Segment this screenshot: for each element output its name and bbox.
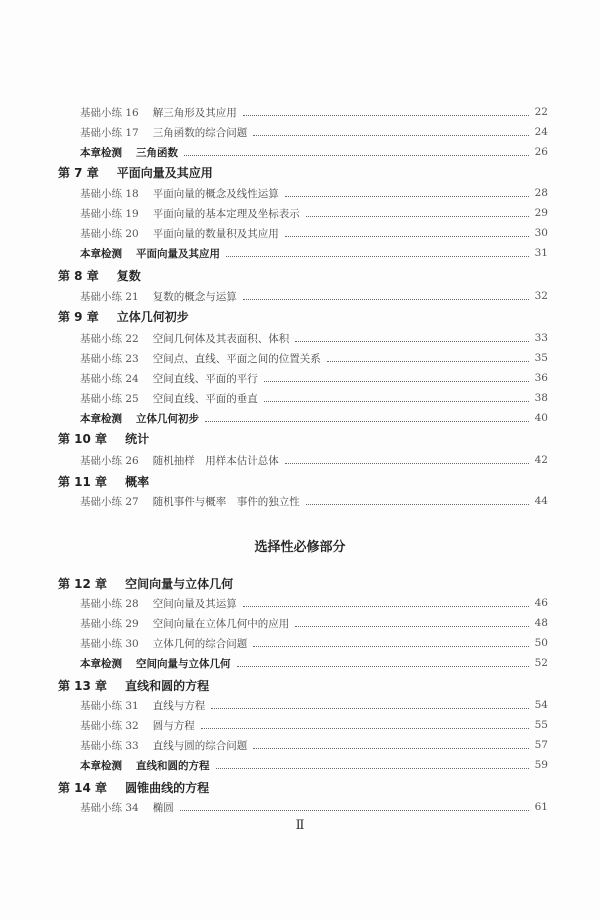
chapter-number: 第 14 章 xyxy=(58,780,108,795)
entry-label: 基础小练 31 xyxy=(80,699,139,712)
toc-exercise-entry[interactable] xyxy=(80,715,548,735)
entry-title: 空间直线、平面的平行 xyxy=(152,372,258,385)
entry-title: 复数的概念与运算 xyxy=(152,290,237,303)
entry-label: 基础小练 20 xyxy=(80,227,139,240)
entry-label: 本章检测 xyxy=(80,247,122,260)
entry-page-number: 50 xyxy=(534,637,548,649)
chapter-heading[interactable] xyxy=(58,162,600,182)
entry-page-number: 55 xyxy=(534,719,548,731)
toc-exercise-entry[interactable] xyxy=(80,491,548,511)
toc-exercise-entry[interactable] xyxy=(80,183,548,203)
toc-exercise-entry[interactable] xyxy=(80,695,548,715)
chapter-heading[interactable] xyxy=(58,306,600,326)
dot-leader xyxy=(243,606,529,607)
dot-leader xyxy=(211,708,528,709)
toc-exercise-entry[interactable] xyxy=(80,613,548,633)
entry-label: 基础小练 33 xyxy=(80,739,139,752)
entry-label: 本章检测 xyxy=(80,412,122,425)
entry-title: 椭圆 xyxy=(152,801,174,814)
entry-title: 直线与方程 xyxy=(152,699,206,712)
chapter-heading[interactable] xyxy=(58,471,600,491)
entry-page-number: 29 xyxy=(534,207,548,219)
toc-exercise-entry[interactable] xyxy=(80,102,548,122)
toc-exercise-entry[interactable] xyxy=(80,286,548,306)
entry-page-number: 61 xyxy=(534,801,548,813)
entry-page-number: 30 xyxy=(534,227,548,239)
entry-title: 平面向量的数量积及其应用 xyxy=(152,227,279,240)
dot-leader xyxy=(285,236,529,237)
entry-title: 直线和圆的方程 xyxy=(136,759,210,772)
entry-label: 基础小练 26 xyxy=(80,454,139,467)
chapter-number: 第 10 章 xyxy=(58,431,108,446)
entry-title: 空间直线、平面的垂直 xyxy=(152,392,258,405)
dot-leader xyxy=(327,361,529,362)
dot-leader xyxy=(306,504,529,505)
entry-page-number: 32 xyxy=(534,290,548,302)
entry-page-number: 36 xyxy=(534,372,548,384)
toc-exercise-entry[interactable] xyxy=(80,368,548,388)
entry-page-number: 31 xyxy=(534,247,548,259)
chapter-number: 第 9 章 xyxy=(58,309,99,324)
chapter-heading[interactable] xyxy=(58,428,600,448)
chapter-title: 直线和圆的方程 xyxy=(125,678,210,693)
entry-label: 本章检测 xyxy=(80,759,122,772)
dot-leader xyxy=(184,155,529,156)
entry-label: 基础小练 17 xyxy=(80,126,139,139)
entry-page-number: 52 xyxy=(534,657,548,669)
chapter-heading[interactable] xyxy=(58,265,600,285)
entry-page-number: 33 xyxy=(534,332,548,344)
chapter-number: 第 12 章 xyxy=(58,576,108,591)
toc-review-entry[interactable] xyxy=(80,142,548,162)
chapter-number: 第 7 章 xyxy=(58,165,99,180)
dot-leader xyxy=(237,666,529,667)
dot-leader xyxy=(205,421,529,422)
dot-leader xyxy=(295,341,528,342)
entry-title: 空间点、直线、平面之间的位置关系 xyxy=(152,352,321,365)
chapter-heading[interactable] xyxy=(58,675,600,695)
entry-page-number: 54 xyxy=(534,699,548,711)
toc-review-entry[interactable] xyxy=(80,243,548,263)
entry-page-number: 28 xyxy=(534,187,548,199)
entry-title: 平面向量的概念及线性运算 xyxy=(152,187,279,200)
toc-exercise-entry[interactable] xyxy=(80,593,548,613)
toc-exercise-entry[interactable] xyxy=(80,348,548,368)
chapter-title: 复数 xyxy=(116,268,141,283)
entry-label: 基础小练 32 xyxy=(80,719,139,732)
entry-page-number: 26 xyxy=(534,146,548,158)
entry-title: 立体几何初步 xyxy=(136,412,199,425)
dot-leader xyxy=(216,768,529,769)
chapter-heading[interactable] xyxy=(58,573,600,593)
entry-label: 基础小练 30 xyxy=(80,637,139,650)
entry-label: 基础小练 18 xyxy=(80,187,139,200)
entry-page-number: 44 xyxy=(534,495,548,507)
entry-title: 三角函数 xyxy=(136,146,178,159)
entry-title: 三角函数的综合问题 xyxy=(152,126,248,139)
entry-label: 基础小练 21 xyxy=(80,290,139,303)
chapter-title: 统计 xyxy=(125,431,150,446)
entry-title: 空间几何体及其表面积、体积 xyxy=(152,332,290,345)
dot-leader xyxy=(285,196,529,197)
entry-label: 基础小练 23 xyxy=(80,352,139,365)
chapter-title: 立体几何初步 xyxy=(116,309,189,324)
toc-exercise-entry[interactable] xyxy=(80,450,548,470)
entry-page-number: 35 xyxy=(534,352,548,364)
dot-leader xyxy=(180,810,529,811)
toc-exercise-entry[interactable] xyxy=(80,633,548,653)
entry-title: 空间向量与立体几何 xyxy=(136,657,231,670)
entry-label: 基础小练 34 xyxy=(80,801,139,814)
chapter-number: 第 8 章 xyxy=(58,268,99,283)
toc-exercise-entry[interactable] xyxy=(80,122,548,142)
entry-title: 立体几何的综合问题 xyxy=(152,637,248,650)
dot-leader xyxy=(264,401,529,402)
dot-leader xyxy=(253,135,528,136)
chapter-title: 空间向量与立体几何 xyxy=(125,576,234,591)
dot-leader xyxy=(243,115,529,116)
entry-label: 基础小练 25 xyxy=(80,392,139,405)
chapter-title: 圆锥曲线的方程 xyxy=(125,780,210,795)
entry-title: 空间向量在立体几何中的应用 xyxy=(152,617,290,630)
entry-title: 解三角形及其应用 xyxy=(152,106,237,119)
dot-leader xyxy=(253,748,528,749)
entry-page-number: 24 xyxy=(534,126,548,138)
entry-label: 基础小练 16 xyxy=(80,106,139,119)
toc-exercise-entry[interactable] xyxy=(80,735,548,755)
entry-page-number: 57 xyxy=(534,739,548,751)
chapter-heading[interactable] xyxy=(58,777,600,797)
entry-title: 圆与方程 xyxy=(152,719,195,732)
toc-review-entry[interactable] xyxy=(80,408,548,428)
entry-label: 本章检测 xyxy=(80,146,122,159)
entry-label: 基础小练 27 xyxy=(80,495,139,508)
entry-title: 随机事件与概率 事件的独立性 xyxy=(152,495,300,508)
dot-leader xyxy=(295,626,528,627)
entry-page-number: 42 xyxy=(534,454,548,466)
entry-page-number: 46 xyxy=(534,597,548,609)
toc-exercise-entry[interactable] xyxy=(80,388,548,408)
entry-label: 基础小练 28 xyxy=(80,597,139,610)
entry-label: 基础小练 24 xyxy=(80,372,139,385)
dot-leader xyxy=(201,728,529,729)
entry-label: 本章检测 xyxy=(80,657,122,670)
toc-review-entry[interactable] xyxy=(80,653,548,673)
entry-title: 随机抽样 用样本估计总体 xyxy=(152,454,279,467)
entry-title: 平面向量及其应用 xyxy=(136,247,220,260)
dot-leader xyxy=(226,256,529,257)
entry-label: 基础小练 22 xyxy=(80,332,139,345)
entry-page-number: 40 xyxy=(534,412,548,424)
chapter-number: 第 11 章 xyxy=(58,474,108,489)
toc-exercise-entry[interactable] xyxy=(80,203,548,223)
toc-review-entry[interactable] xyxy=(80,755,548,775)
entry-page-number: 59 xyxy=(534,759,548,771)
entry-page-number: 38 xyxy=(534,392,548,404)
entry-page-number: 48 xyxy=(534,617,548,629)
toc-exercise-entry[interactable] xyxy=(80,223,548,243)
entry-title: 空间向量及其运算 xyxy=(152,597,237,610)
entry-title: 直线与圆的综合问题 xyxy=(152,739,248,752)
toc-exercise-entry[interactable] xyxy=(80,328,548,348)
dot-leader xyxy=(306,216,529,217)
dot-leader xyxy=(243,299,529,300)
dot-leader xyxy=(264,381,529,382)
chapter-title: 平面向量及其应用 xyxy=(116,165,213,180)
chapter-title: 概率 xyxy=(125,474,150,489)
dot-leader xyxy=(253,646,528,647)
entry-title: 平面向量的基本定理及坐标表示 xyxy=(152,207,300,220)
entry-page-number: 22 xyxy=(534,106,548,118)
page-number: Ⅱ xyxy=(295,818,305,833)
toc-exercise-entry[interactable] xyxy=(80,797,548,817)
chapter-number: 第 13 章 xyxy=(58,678,108,693)
entry-label: 基础小练 29 xyxy=(80,617,139,630)
section-heading: 选择性必修部分 xyxy=(254,540,346,555)
entry-label: 基础小练 19 xyxy=(80,207,139,220)
dot-leader xyxy=(285,463,529,464)
